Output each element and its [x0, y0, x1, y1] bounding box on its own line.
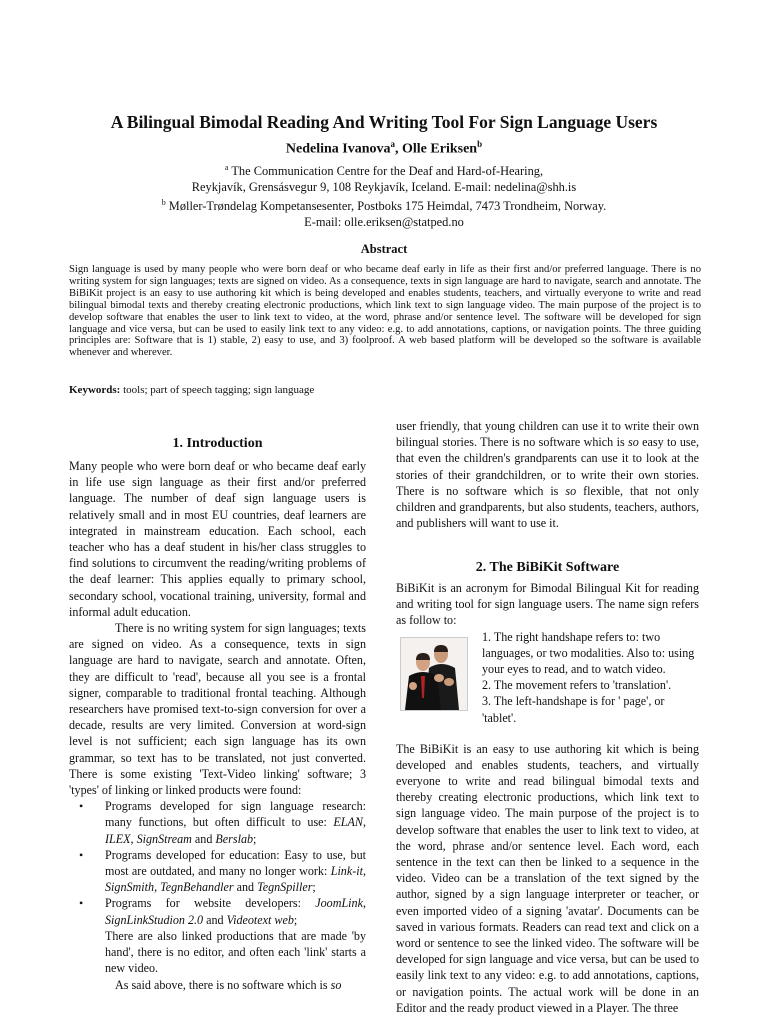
software-name: Link-it [330, 864, 363, 879]
separator: , [362, 815, 366, 830]
separator: ; [312, 880, 316, 895]
bullet-icon: • [79, 847, 84, 862]
software-name: SignSmith [105, 880, 155, 895]
affiliation-marker: b [477, 139, 483, 149]
paragraph-text: As said above, there is no software which is [115, 977, 331, 992]
list-item-text: Programs for website developers: [105, 896, 316, 911]
separator: and [203, 912, 227, 927]
signers-image [401, 638, 467, 710]
bibikit-paragraph-2: The BiBiKit is an easy to use authoring kit which is being developed and enables students, teachers, and virtually everyone to write and read bilingual bimodal texts and thereby creating electronic productions, which link text to sign language video. The main purpose of the project is to develop software that enables the user to link text to video, at the word, phrase and/or sentence level. Each word, each sentence in the text can then be linked to a sequence in the video. Video can be a translation of the text signed by the author, signed by a sign language interpreter or teacher, or even imported video of a signing 'avatar'. Documents can be saved in various formats. Readers can read text and click on a word or sentence to see the linked video. The software will be developed for sign language and vice versa, but can be used to easily link text to any video: e.g. to add annotations, captions, or navigation points. The actual work will be done in an Editor and the ready product viewed in a Player. The three [396, 741, 699, 1015]
separator: and [191, 831, 216, 846]
author-name: Nedelina Ivanova [285, 141, 391, 157]
separator: and [233, 880, 258, 895]
section-heading-introduction: 1. Introduction [172, 436, 263, 451]
paper-title: A Bilingual Bimodal Reading And Writing Tool For Sign Language Users [110, 112, 658, 132]
list-item [79, 895, 366, 927]
author-separator: , [395, 141, 403, 157]
separator: ; [253, 831, 257, 846]
affiliation-a [0, 160, 768, 180]
paragraph-text: flexible, that not only children and grandparents, but also students, teachers, authors, and publishers will want to use it. [396, 483, 699, 531]
software-name: ILEX [105, 831, 131, 846]
affiliation-marker: a [224, 163, 229, 172]
software-name: Videotext web [226, 912, 294, 927]
affiliation-b [0, 195, 768, 215]
section-heading-bibikit: 2. The BiBiKit Software [475, 560, 620, 575]
software-name: TegnSpiller [257, 880, 313, 895]
sign-photo [400, 637, 468, 711]
affiliation-b-email: E-mail: olle.eriksen@statped.no [304, 214, 464, 229]
list-item [79, 798, 366, 847]
bibikit-section [396, 580, 699, 1016]
paragraph-text: easy to use, that even the children's grandparents can use it to look at the stories of their grandchildren, or to write their own stories. There is no software which is [396, 435, 699, 498]
software-list [69, 798, 366, 928]
intro-paragraph-continued [396, 418, 699, 531]
paragraph-text: user friendly, that young children can use it to write their own bilingual stories. There is no software which is [396, 419, 699, 450]
intro-paragraph-3 [69, 977, 366, 993]
intro-paragraph-2: There is no writing system for sign languages; texts are signed on video. As a consequence, texts in sign language are hard to navigate, search and annotate. Often, they are difficult to 'read', because all you see is a frontal signer, comparable to traditional frontal teaching. Although researchers have promised text-to-sign conversion for over a decade, results are very limited. Conversion at word-sign level is not sufficient; each sign language has its own grammar, so text has to be translated, not just converted. There is some existing 'Text-Video linking' software; 3 'types' of linking or linked products were found: [69, 621, 366, 798]
name-sign-explanations [482, 629, 699, 726]
affiliation-marker: a [390, 139, 396, 149]
bullet-icon: • [79, 799, 84, 814]
separator: , [362, 864, 366, 879]
list-item [79, 847, 366, 896]
keywords-label: Keywords: [69, 384, 121, 396]
bullet-icon: • [79, 896, 84, 911]
software-name: Berslab [215, 831, 254, 846]
right-column [396, 418, 699, 531]
abstract-text: Sign language is used by many people who were born deaf or who became deaf early in life as their first and/or preferred language. There is no writing system for sign languages; texts are signed on video. As a consequence, texts in sign language are hard to navigate, search and annotate. The BiBiKit project is an easy to use authoring kit which is being developed and enables students, teachers, and virtually everyone to write and read bilingual bimodal texts and thereby creating electronic productions, which link text to sign language video. The main purpose of the project is to develop software that enables the user to link text to video, at the word, phrase and/or sentence level. The software will be developed for sign language and vice versa, but can be used to easily link text to any video: e.g. to add annotations, captions, or navigation points. The three guiding principles are: Software that is 1) stable, 2) easy to use, and 3) foolproof. A web based platform will be developed so the software is available whenever and wherever. [69, 264, 701, 359]
emphasis: so [628, 435, 639, 450]
intro-paragraph-1: Many people who were born deaf or who became deaf early in life use sign language as their first and/or preferred language. The number of deaf sign language users is relatively small and in most EU countries, deaf learners are integrated in mainstream education. Each school, each teacher who has a deaf student in his/her class struggles to find solutions to circumvent the reading/writing problems of the deaf learner: This applies equally to primary school, secondary school, vocational training, university, formal and informal adult education. [69, 459, 366, 619]
abstract-heading: Abstract [360, 242, 408, 256]
emphasis: so [565, 483, 577, 498]
separator: ; [293, 912, 298, 927]
keywords-line [69, 384, 701, 396]
bibikit-intro: BiBiKit is an acronym for Bimodal Bilingual Kit for reading and writing tool for sign language users. The name sign refers as follow to: [396, 581, 699, 628]
affiliation-text: Møller-Trøndelag Kompetansesenter, Postboks 175 Heimdal, 7473 Trondheim, Norway. [165, 199, 607, 214]
software-name: ELAN [333, 815, 363, 830]
list-continuation: There are also linked productions that are made 'by hand', there is no editor, and often each 'link' starts a new video. [105, 928, 366, 976]
list-item-text: Programs developed for education: Easy to use, but most are outdated, and many no longer work: [105, 847, 366, 879]
keywords-text: tools; part of speech tagging; sign language [120, 384, 315, 396]
separator: , [130, 831, 137, 846]
name-sign-item: 2. The movement refers to 'translation'. [482, 678, 672, 693]
affiliation-a-address: Reykjavík, Grensásvegur 9, 108 Reykjavík, Iceland. E-mail: nedelina@shh.is [191, 179, 577, 194]
software-name: JoomLink [315, 896, 363, 911]
affiliations [0, 160, 768, 230]
name-sign-figure [396, 629, 699, 741]
emphasis: so [330, 977, 342, 992]
software-name: SignStream [136, 831, 192, 846]
name-sign-item: 1. The right handshape refers to: two languages, or two modalities. Also to: using your eyes to read, and to watch video. [482, 629, 695, 677]
separator: , [154, 880, 161, 895]
list-item-text: Programs developed for sign language research: many functions, but often difficult to use: [105, 799, 366, 830]
author-line [0, 139, 768, 158]
author-name: Olle Eriksen [402, 141, 478, 157]
separator: , [362, 896, 366, 911]
affiliation-text: The Communication Centre for the Deaf and Hard-of-Hearing, [228, 164, 544, 179]
software-name: TegnBehandler [160, 880, 234, 895]
affiliation-marker: b [161, 198, 166, 208]
software-name: SignLinkStudion 2.0 [105, 912, 204, 927]
name-sign-item: 3. The left-handshape is for ' page', or 'tablet'. [482, 694, 665, 725]
left-column [69, 458, 366, 993]
